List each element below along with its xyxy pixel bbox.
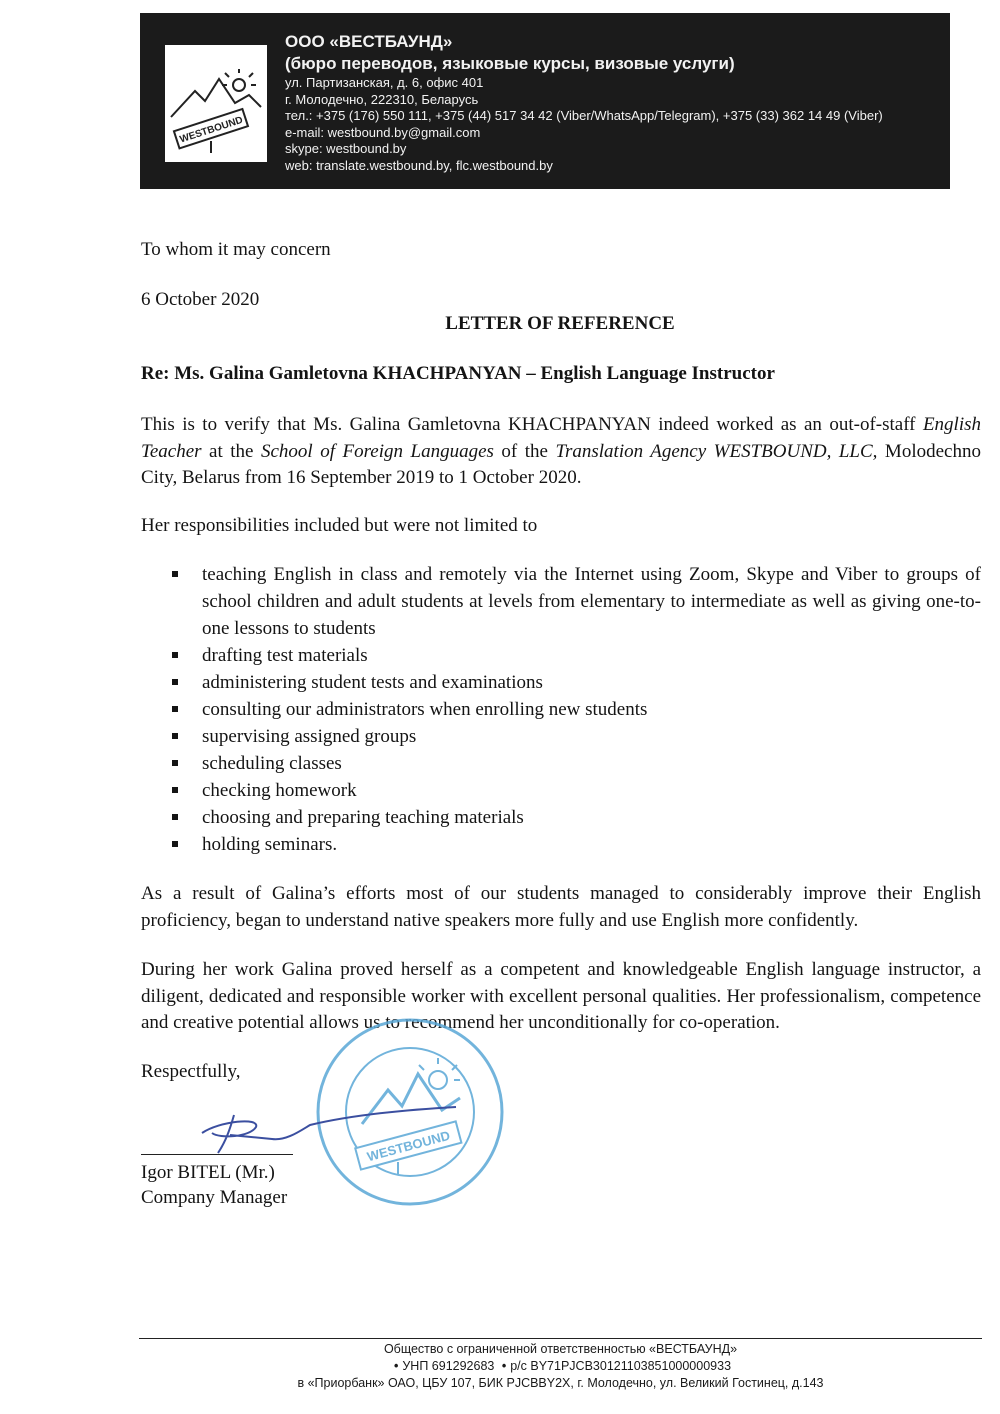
list-item-text: drafting test materials — [202, 645, 368, 666]
company-name: ООО «ВЕСТБАУНД» — [285, 32, 453, 51]
closing: Respectfully, — [141, 1061, 241, 1082]
list-item — [141, 723, 981, 750]
list-item — [141, 777, 981, 804]
salutation: To whom it may concern — [141, 239, 331, 260]
letter-title: LETTER OF REFERENCE — [445, 313, 675, 334]
para1-text-3: of the — [493, 440, 556, 462]
bullet-icon — [172, 787, 178, 793]
bullet-icon: • — [501, 1359, 507, 1373]
bullet-icon — [172, 760, 178, 766]
list-item-text: holding seminars. — [202, 834, 338, 855]
responsibilities-intro: Her responsibilities included but were not limited to — [141, 515, 538, 536]
list-item — [141, 561, 981, 642]
footer-registration — [139, 1358, 982, 1375]
recommendation-paragraph: During her work Galina proved herself as a competent and knowledgeable English language instructor, a diligent, dedicated and responsible worker with excellent personal qualities. Her professionalism, competence and creative potential allows us to recommend her unconditionally for co-operation. — [141, 959, 981, 1033]
footer-divider — [139, 1338, 982, 1339]
footer-unp: УНП 691292683 — [402, 1359, 495, 1373]
bullet-icon — [172, 679, 178, 685]
bullet-icon — [172, 814, 178, 820]
list-item-text: teaching English in class and remotely via the Internet using Zoom, Skype and Viber to groups of school children and adult students at levels from elementary to intermediate as well as giving one-to-one lessons to students — [202, 564, 981, 639]
para1-role: English Teacher — [141, 414, 981, 462]
bullet-icon — [172, 571, 178, 577]
footer — [139, 1341, 982, 1392]
footer-account: р/с BY71PJCB30121103851000000933 — [510, 1359, 732, 1373]
results-paragraph: As a result of Galina’s efforts most of our students managed to considerably improve their English proficiency, began to understand native speakers more fully and use English more confidently. — [141, 883, 981, 931]
para1-text-1: This is to verify that Ms. Galina Gamletovna KHACHPANYAN indeed worked as an out-of-staff — [141, 414, 923, 435]
list-item-text: choosing and preparing teaching materials — [202, 807, 524, 828]
list-item-text: checking homework — [202, 780, 357, 801]
logo-sign-text: WESTBOUND — [178, 114, 245, 146]
list-item-text: scheduling classes — [202, 753, 342, 774]
list-item-text: consulting our administrators when enrolling new students — [202, 699, 648, 720]
signer-name: Igor BITEL (Mr.) — [141, 1162, 275, 1183]
footer-company: Общество с ограниченной ответственностью «ВЕСТБАУНД» — [383, 1342, 738, 1356]
skype-line: skype: westbound.by — [285, 141, 407, 156]
company-logo — [165, 45, 267, 162]
list-item — [141, 696, 981, 723]
signature-line — [141, 1154, 293, 1155]
bullet-icon — [172, 652, 178, 658]
re-line: Re: Ms. Galina Gamletovna KHACHPANYAN – English Language Instructor — [141, 363, 775, 384]
para1-text-2: at the — [201, 440, 261, 462]
bullet-icon — [172, 706, 178, 712]
bullet-icon — [172, 733, 178, 739]
list-item-text: administering student tests and examinations — [202, 672, 543, 693]
web-line: web: translate.westbound.by, flc.westbound.by — [285, 157, 553, 173]
list-item — [141, 669, 981, 696]
address-line-2: г. Молодечно, 222310, Беларусь — [285, 91, 479, 107]
list-item — [141, 804, 981, 831]
address-line-1: ул. Партизанская, д. 6, офис 401 — [285, 75, 484, 90]
para1-text-4: Molodechno City, Belarus from 16 September 2019 to 1 October 2020. — [141, 440, 981, 488]
verification-paragraph — [141, 412, 981, 492]
bullet-icon — [172, 841, 178, 847]
list-item — [141, 750, 981, 777]
stamp-text: WESTBOUND — [365, 1127, 452, 1165]
signer-title: Company Manager — [141, 1187, 288, 1208]
responsibilities-list — [141, 561, 981, 858]
list-item-text: supervising assigned groups — [202, 726, 417, 747]
company-services: (бюро переводов, языковые курсы, визовые услуги) — [285, 54, 735, 73]
list-item — [141, 642, 981, 669]
list-item — [141, 831, 981, 858]
letterhead — [140, 13, 950, 189]
bullet-icon: • — [393, 1359, 399, 1373]
para1-school: School of Foreign Languages — [260, 440, 494, 462]
letter-date: 6 October 2020 — [141, 289, 260, 310]
para1-agency: Translation Agency WESTBOUND, LLC, — [555, 440, 878, 462]
footer-bank: в «Приорбанк» ОАО, ЦБУ 107, БИК PJCBBY2X, г. Молодечно, ул. Великий Гостинец, д.143 — [297, 1376, 824, 1390]
email-line: e-mail: westbound.by@gmail.com — [285, 124, 481, 140]
handwritten-signature — [190, 1095, 460, 1155]
phone-line: тел.: +375 (176) 550 111, +375 (44) 517 34 42 (Viber/WhatsApp/Telegram), +375 (33) 362 14 49 (Viber) — [285, 108, 883, 123]
